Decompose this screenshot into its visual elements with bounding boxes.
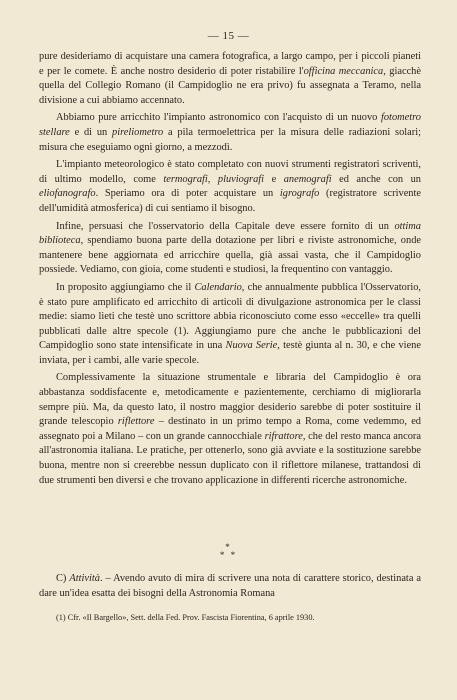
text-run: pure desideriamo di acquistare una camera fotografica, a largo campo, per i piccoli pianeti e per le comete. È anche nostro desiderio di poter ristabilire l' [39,51,421,77]
text-run: In proposito aggiungiamo che il [56,281,195,293]
text-run: , giacchè quella del Collegio Romano (il Campidoglio ne era privo) fu assegnata a Teramo, nella divisione a cui abbiamo accennato. [39,65,421,106]
paragraph [39,111,421,155]
paragraph [39,50,421,108]
text-run: . Speriamo ora di poter acquistare un [95,188,280,200]
italic-run: eliofanografo [39,188,96,200]
footnote: (1) Cfr. «Il Bargello», Sett. della Fed. Prov. Fascista Fiorentina, 6 aprile 1930. [56,613,315,622]
text-run: C) [56,573,70,584]
italic-run: Calendario [194,281,242,293]
page-number: — 15 — [207,30,250,42]
separator-star-top: * [225,542,232,552]
text-run: Infine, persuasi che l'osservatorio della Capitale deve essere fornito di un [56,220,395,232]
text-run: – destinato in un primo tempo a Roma, come vedemmo, ed assegnato poi a Milano – con un grande cannocchiale [39,416,421,442]
text-run: a pila termoelettrica per la misura delle radiazioni solari; misura che eseguiamo ogni giorno, a mezzodì. [39,126,422,153]
paragraph [39,371,421,488]
italic-run: ottima biblioteca [39,220,421,247]
text-run: , spendiamo buona parte della dotazione per libri e riviste astronomiche, onde mantenere bene aggiornata ed arricchire quella, già assai vasta, che il Campidoglio possiede. Vediamo, con gioia, come studenti e studiosi, la frequentino con vantaggio. [39,235,421,276]
text-run: Abbiamo pure arricchito l'impianto astronomico con l'acquisto di un nuovo [56,112,381,124]
italic-run: termografi, pluviografi [163,173,265,185]
separator-stars-bottom: * * [219,550,238,560]
italic-run: pireliometro [112,126,164,138]
italic-run: anemografi [283,173,332,185]
text-run: ed anche con un [331,173,422,185]
text-run: (registratore scrivente dell'umidità atmosferica) di cui sentiamo il bisogno. [39,188,421,214]
section-activity [39,572,421,601]
text-run: , testè giunta al n. 30, e che viene inviata, per i cambi, alle varie specole. [39,340,421,366]
section-separator [0,543,457,559]
italic-run: Attività [69,573,100,584]
text-run: , che del resto manca ancora all'astronomia italiana. Le pratiche, per ottenerlo, sono già avviate e la sostituzione sarebbe buona, mentre non si creerebbe nessun duplicato con il riflettore milanese, trattandosi di due strumenti ben diversi e che trovano applicazione in differenti ricerche astronomiche. [39,430,421,486]
paragraph [39,158,421,216]
text-run: e [264,173,284,185]
italic-run: igrografo [279,188,320,200]
body-text [39,50,421,488]
italic-run: riflettore [117,416,155,428]
paragraph [39,220,421,278]
italic-run: officina meccanica [303,65,384,77]
italic-run: Nuova Serie [225,340,278,352]
section-paragraph [39,572,421,601]
text-run: e di un [69,126,113,138]
text-run: Complessivamente la situazione strumentale e libraria del Campidoglio è ora abbastanza soddisfacente e, metodicamente e pazientemente, cerchiamo di migliorarla sempre più. Ma, da questo lato, il nostro maggior desiderio sarebbe di poter sostituire il grande telescopio [39,372,421,428]
text-run: L'impianto meteorologico è stato completato con nuovi strumenti registratori scriventi, di ultimo modello, come [39,159,421,185]
text-run: , che annualmente pubblica l'Osservatorio, è stato pure amplificato ed arricchito di articoli di divulgazione astronomica per le classi medie: siamo lieti che testè uno scrittore abbia riconosciuto come esso «eccelle» tra quelli pubblicati dalle altre specole (1). Aggiungiamo pure che anche le pubblicazioni del Campidoglio sono state intensificate in una [39,281,421,352]
paragraph [39,281,421,369]
italic-run: rifrattore [264,430,303,442]
italic-run: fotometro stellare [39,112,421,138]
text-run: . – Avendo avuto di mira di scrivere una nota di carattere storico, destinata a dare un'idea esatta dei bisogni della Astronomia Romana [39,573,422,599]
